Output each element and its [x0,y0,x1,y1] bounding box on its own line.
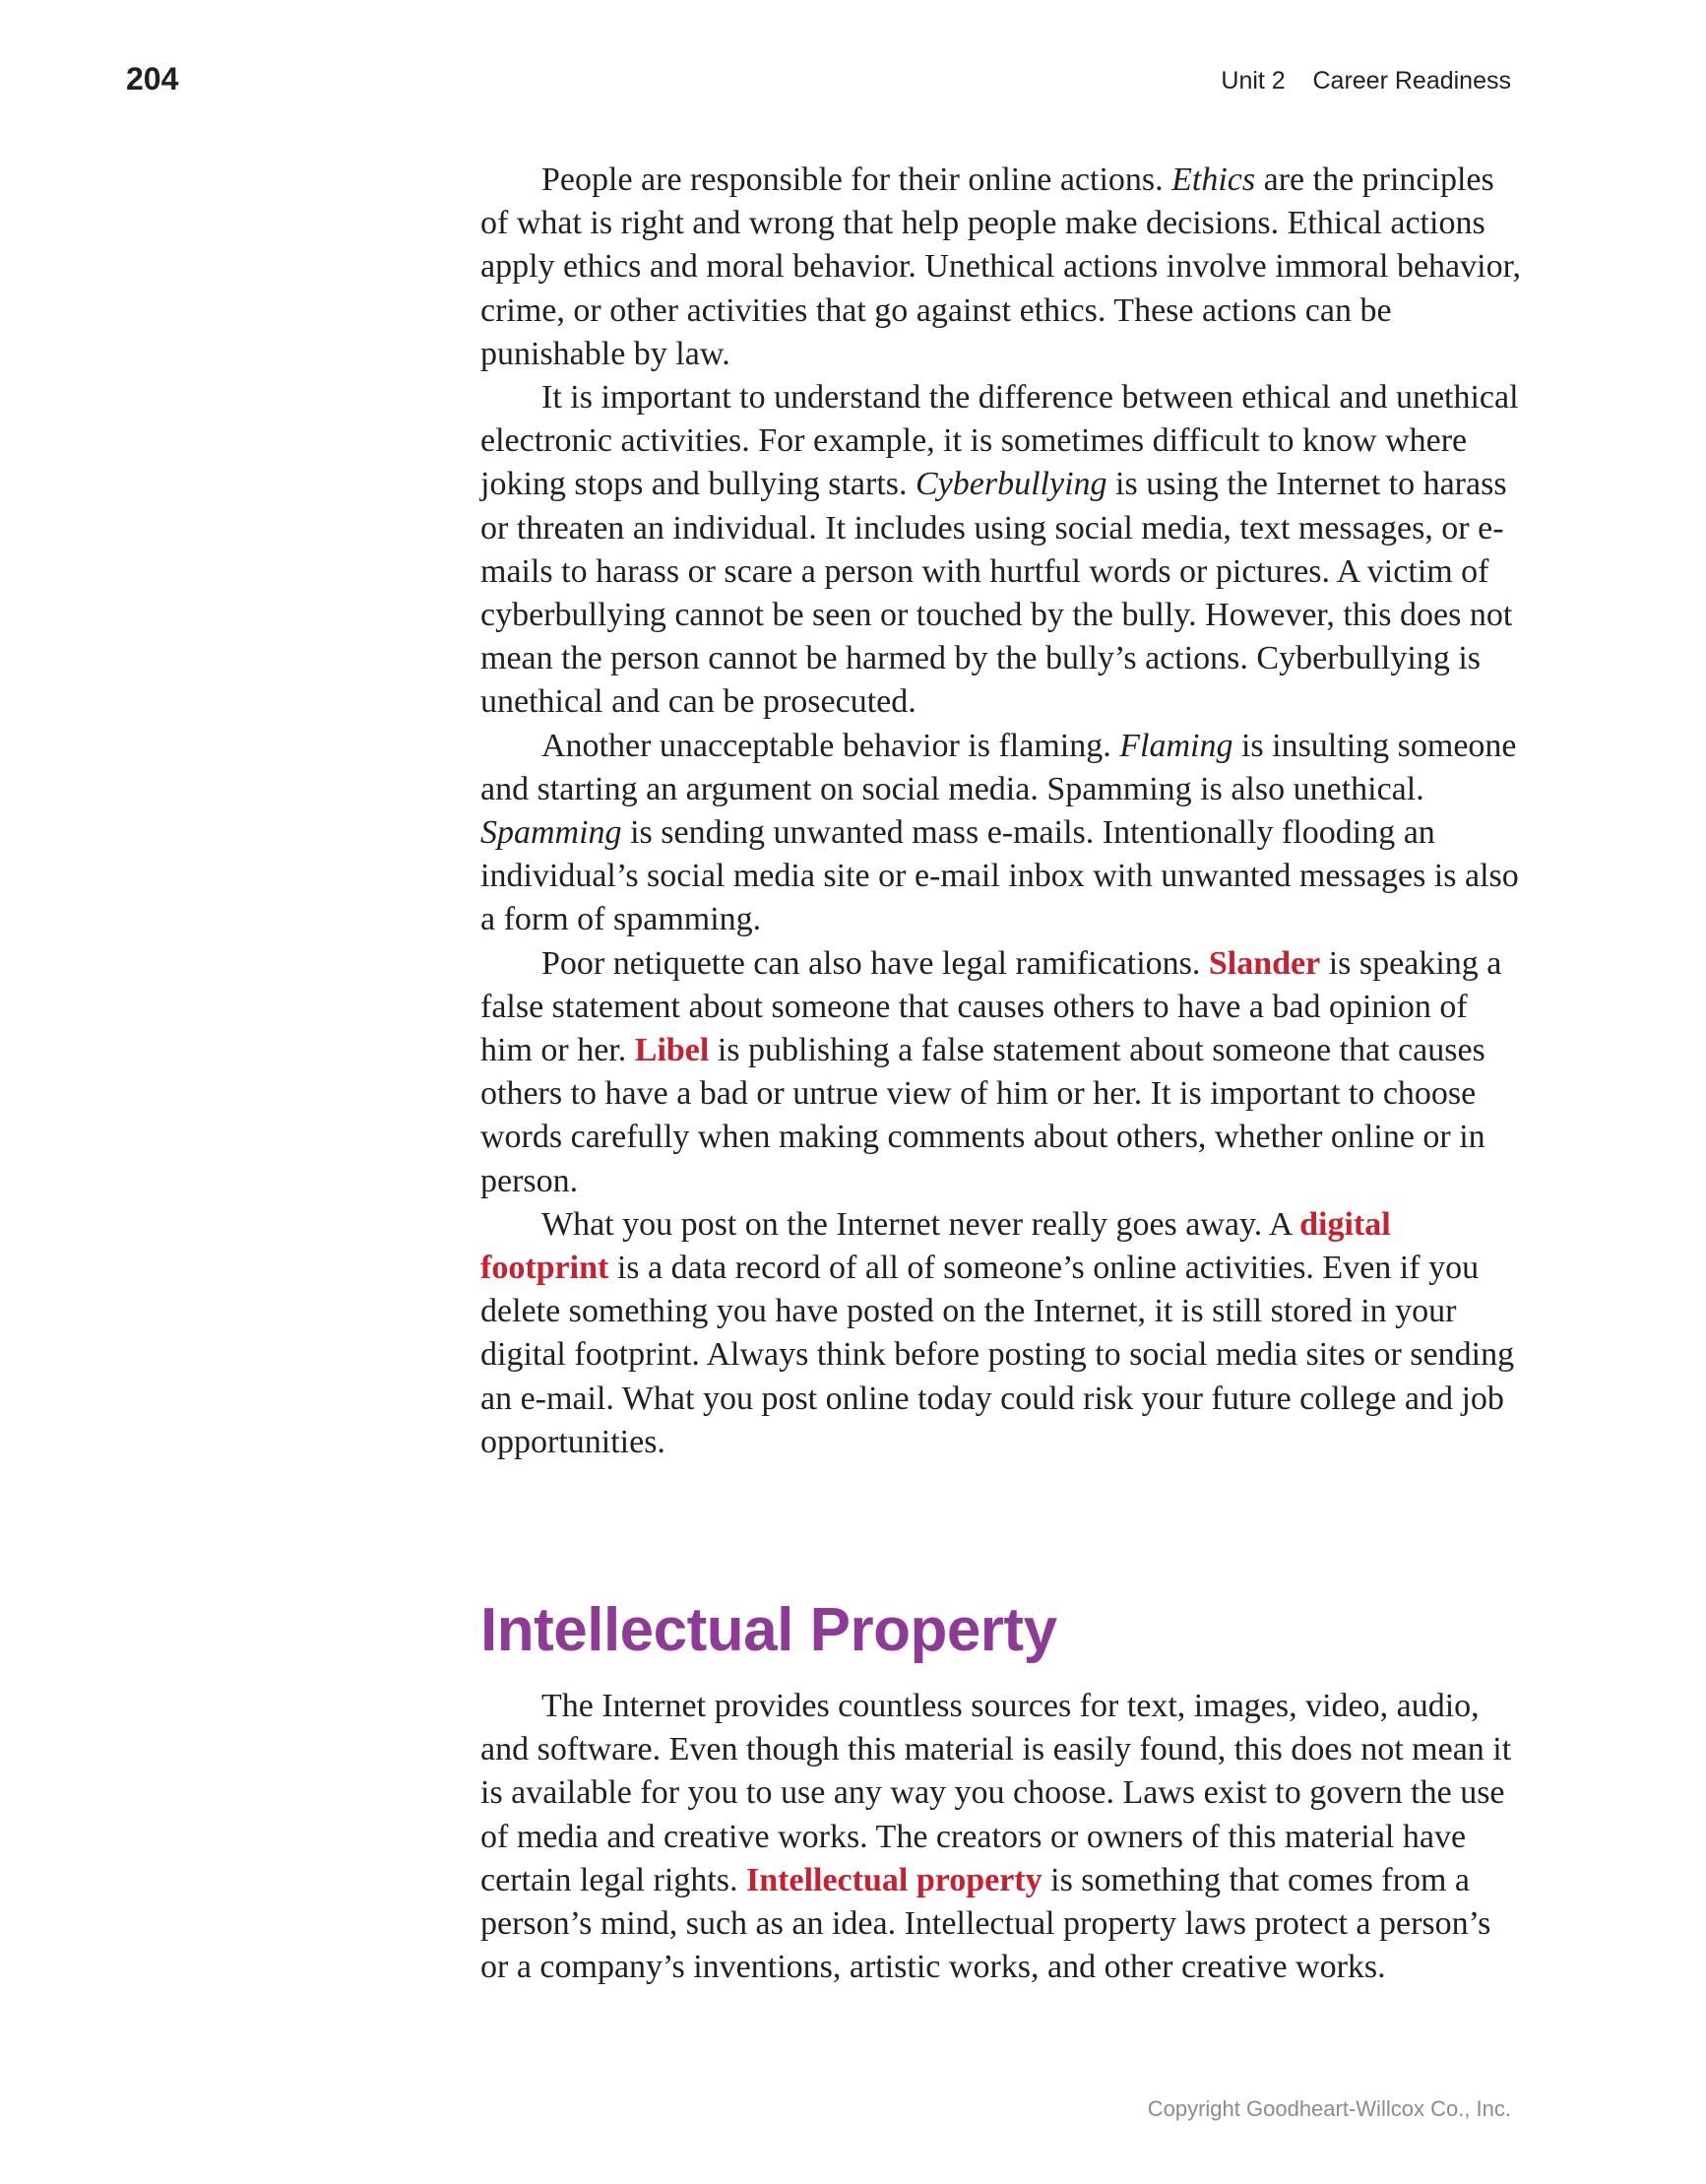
text-run: is insulting someone and starting an argument on social media. Spamming is also unethical. [480,727,1517,807]
paragraph-cyberbullying [480,376,1524,725]
section-heading: Intellectual Property [480,1596,1057,1664]
term-flaming: Flaming [1119,727,1233,764]
body-text [480,159,1524,1464]
paragraph-ethics [480,159,1524,376]
key-term-slander: Slander [1208,944,1321,982]
key-term-libel: Libel [634,1032,710,1069]
text-run: The Internet provides countless sources for text, images, video, audio, and software. Even though this material is easily found, this does not mean it is available for you to use any way you choose. Laws exist to govern the use of media and creative works. The creators or owners of this material have certain legal rights. [480,1688,1512,1898]
page-number: 204 [126,61,179,96]
key-term-digital-footprint: digital footprint [480,1205,1391,1287]
text-run: is using the Internet to harass or threaten an individual. It includes using social media, text messages, or e-mails to harass or scare a person with hurtful words or pictures. A victim of cyberbullying cannot be seen or touched by the bully. However, this does not mean the person cannot be harmed by the bully’s actions. Cyberbullying is unethical and can be prosecuted. [480,466,1513,721]
term-spamming: Spamming [480,814,622,852]
term-ethics: Ethics [1171,161,1256,198]
text-run: Another unacceptable behavior is flaming. [541,727,1120,764]
paragraph-flaming [480,725,1524,942]
paragraph-slander [480,942,1524,1203]
paragraph-digital-footprint [480,1203,1524,1464]
copyright-notice: Copyright Goodheart-Willcox Co., Inc. [1147,2096,1511,2121]
text-run: is something that comes from a person’s mind, such as an idea. Intellectual property laws protect a person’s or a company’s inventions, artistic works, and other creative works. [480,1861,1491,1986]
text-run: is publishing a false statement about someone that causes others to have a bad or untrue view of him or her. It is important to choose words carefully when making comments about others, whether online or in person. [480,1032,1485,1199]
text-run: People are responsible for their online actions. [541,161,1172,198]
key-term-intellectual-property: Intellectual property [746,1861,1043,1898]
text-run: is a data record of all of someone’s online activities. Even if you delete something you have posted on the Internet, it is still stored in your digital footprint. Always think before posting to social media sites or sending an e-mail. What you post online today could risk your future college and job opportunities. [480,1250,1515,1460]
text-run: Poor netiquette can also have legal ramifications. [541,944,1209,982]
text-run: It is important to understand the difference between ethical and unethical electronic activities. For example, it is sometimes difficult to know where joking stops and bullying starts. [480,379,1519,503]
section-body [480,1685,1524,1989]
running-head: Unit 2 Career Readiness [1221,67,1511,95]
text-run: are the principles of what is right and wrong that help people make decisions. Ethical actions apply ethics and moral behavior. Unethical actions involve immoral behavior, crime, or other activities that go against ethics. These actions can be punishable by law. [480,161,1522,372]
text-run: is sending unwanted mass e-mails. Intentionally flooding an individual’s social media site or e-mail inbox with unwanted messages is also a form of spamming. [480,814,1519,938]
text-run: What you post on the Internet never really goes away. A [541,1205,1300,1243]
paragraph-intellectual-property [480,1685,1524,1989]
term-cyberbullying: Cyberbullying [916,466,1107,503]
text-run: is speaking a false statement about someone that causes others to have a bad opinion of him or her. [480,944,1502,1069]
